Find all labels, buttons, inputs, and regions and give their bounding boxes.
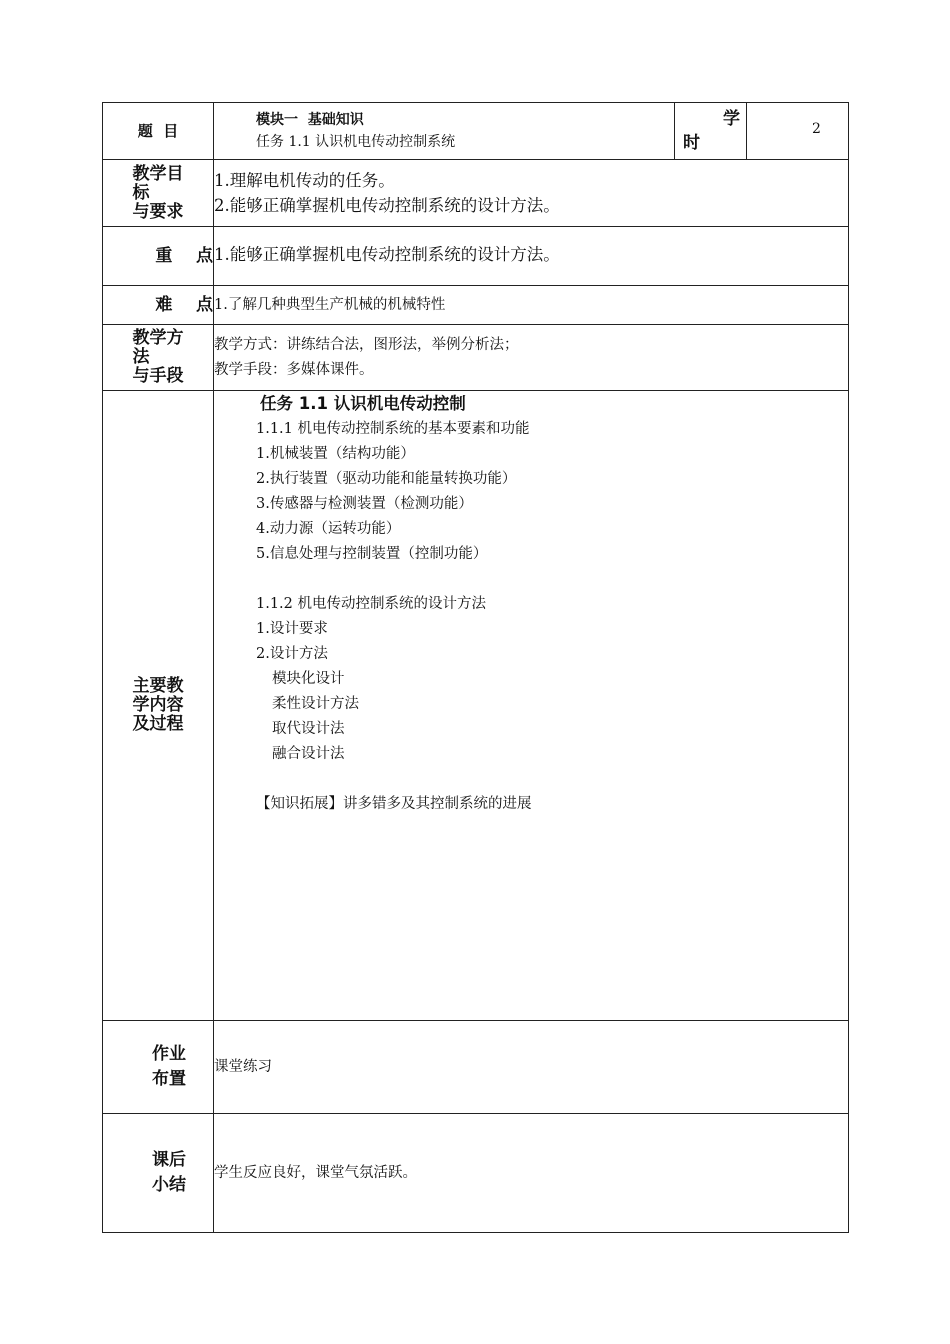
summary-row [103, 1114, 849, 1233]
methods-label-line3: 与手段 [132, 366, 184, 386]
methods-row [103, 325, 849, 391]
summary-label-line1: 课后 [152, 1150, 186, 1170]
main-content-label [133, 677, 184, 734]
main-content-heading: 任务 1.1 认识机电传动控制 [260, 394, 466, 413]
objectives-label-line3: 与要求 [132, 201, 184, 222]
key-points-text: 1.能够正确掌握机电传动控制系统的设计方法。 [214, 227, 849, 286]
methods-label-cell [103, 325, 214, 391]
main-content-label-line3: 及过程 [132, 714, 184, 734]
spacer [256, 767, 848, 792]
objectives-label-line2: 标 [132, 182, 150, 203]
list-item: 1.设计要求 [256, 621, 328, 637]
list-item: 2.设计方法 [256, 646, 328, 662]
objectives-row [103, 160, 849, 227]
hours-value: 2 [747, 103, 849, 160]
list-item: 4.动力源（运转功能） [256, 521, 401, 537]
knowledge-extension: 【知识拓展】讲多错多及其控制系统的进展 [256, 796, 532, 812]
summary-text: 学生反应良好，课堂气氛活跃。 [214, 1114, 849, 1233]
homework-label-line1: 作业 [152, 1044, 186, 1064]
list-item: 1.机械装置（结构功能） [256, 446, 415, 462]
summary-label-cell [103, 1114, 214, 1233]
homework-label [130, 1042, 186, 1092]
homework-text: 课堂练习 [214, 1021, 849, 1114]
homework-label-cell [103, 1021, 214, 1114]
objectives-label-cell [103, 160, 214, 227]
section-title: 1.1.2 机电传动控制系统的设计方法 [256, 596, 487, 612]
difficulties-text: 1.了解几种典型生产机械的机械特性 [214, 286, 849, 325]
teaching-way: 教学方式：讲练结合法，图形法，举例分析法； [214, 336, 519, 353]
module-name: 模块一 基础知识 [256, 112, 364, 128]
sub-list-item: 柔性设计方法 [272, 696, 359, 712]
title-cell [214, 103, 675, 160]
section-title: 1.1.1 机电传动控制系统的基本要素和功能 [256, 421, 530, 437]
main-content-label-line2: 学内容 [132, 695, 184, 715]
main-content-label-line1: 主要教 [132, 676, 184, 696]
methods-label-line2: 法 [132, 347, 150, 367]
difficulties-label: 难 点 [103, 286, 214, 325]
objectives-label-line1: 教学目 [132, 163, 184, 184]
objectives-content [214, 160, 849, 227]
homework-row [103, 1021, 849, 1114]
key-points-row [103, 227, 849, 286]
list-item: 3.传感器与检测装置（检测功能） [256, 496, 473, 512]
summary-label [130, 1148, 186, 1198]
main-content-label-cell [103, 391, 214, 1021]
methods-label [133, 329, 184, 386]
lesson-plan-table [102, 102, 849, 1233]
list-item: 5.信息处理与控制装置（控制功能） [256, 546, 488, 562]
hours-label-bottom: 时 [683, 133, 700, 153]
hours-label-top: 学 [723, 109, 740, 129]
main-content-body [214, 391, 849, 1021]
methods-label-line1: 教学方 [132, 328, 184, 348]
list-item: 2.执行装置（驱动功能和能量转换功能） [256, 471, 517, 487]
sub-list-item: 取代设计法 [272, 721, 345, 737]
main-content-list [256, 417, 848, 817]
objectives-label [133, 165, 184, 222]
objective-item: 2.能够正确掌握机电传动控制系统的设计方法。 [214, 196, 560, 215]
main-content-row [103, 391, 849, 1021]
homework-label-line2: 布置 [152, 1069, 186, 1089]
title-row [103, 103, 849, 160]
objective-item: 1.理解电机传动的任务。 [214, 171, 395, 190]
summary-label-line2: 小结 [152, 1175, 186, 1195]
teaching-means: 教学手段：多媒体课件。 [214, 361, 374, 378]
methods-content [214, 325, 849, 391]
sub-list-item: 模块化设计 [272, 671, 345, 687]
spacer [256, 567, 848, 592]
title-label: 题 目 [103, 103, 214, 160]
sub-list-item: 融合设计法 [272, 746, 345, 762]
difficulties-row [103, 286, 849, 325]
hours-label-cell [675, 103, 747, 160]
key-points-label: 重 点 [103, 227, 214, 286]
task-name: 任务 1.1 认识机电传动控制系统 [256, 134, 456, 150]
